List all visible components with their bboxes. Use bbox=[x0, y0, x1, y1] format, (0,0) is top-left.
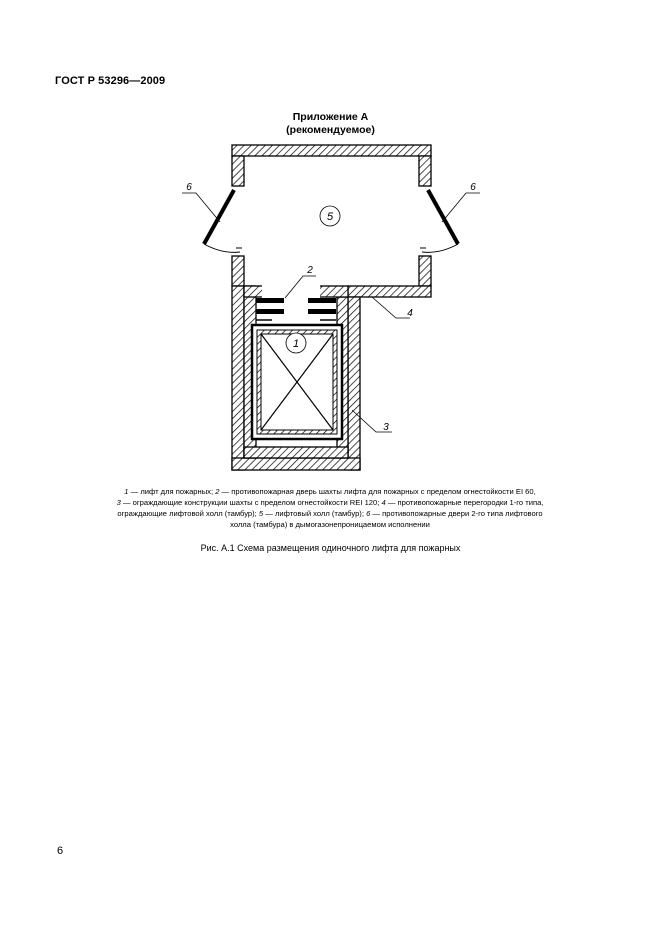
shaft-walls-label: 3 bbox=[383, 422, 389, 433]
legend-text: — противопожарная дверь шахты лифта для пожарных с пределом огнестойкости EI 60, bbox=[219, 487, 536, 496]
appendix-title: Приложение А bbox=[292, 111, 369, 123]
legend-line-3 bbox=[117, 509, 542, 518]
legend-num: 2 bbox=[215, 487, 220, 496]
shaft-door-label: 2 bbox=[307, 265, 313, 276]
legend-line-1 bbox=[124, 487, 535, 496]
legend-line-2 bbox=[117, 498, 544, 507]
appendix-subtitle: (рекомендуемое) bbox=[286, 124, 375, 136]
page-number: 6 bbox=[57, 845, 64, 857]
door-left-label: 6 bbox=[186, 182, 192, 193]
legend-num: 5 bbox=[258, 509, 264, 518]
figure-legend bbox=[80, 486, 580, 530]
legend-num: 1 bbox=[124, 487, 129, 496]
door-right-label: 6 bbox=[470, 182, 476, 193]
legend-num: 6 bbox=[366, 509, 371, 518]
partition-wall bbox=[348, 286, 431, 297]
legend-text: — лифтовый холл (тамбур); bbox=[263, 509, 367, 518]
legend-text: — противопожарные перегородки 1-го типа, bbox=[385, 498, 544, 507]
shaft-door bbox=[256, 298, 336, 320]
document-header: ГОСТ Р 53296—2009 bbox=[55, 75, 166, 87]
hall-label: 5 bbox=[326, 211, 334, 223]
legend-text: холла (тамбура) в дымогазонепроницаемом исполнении bbox=[230, 520, 430, 529]
hall-top-wall bbox=[232, 145, 431, 186]
legend-text: — противопожарные двери 2-го типа лифтового bbox=[370, 509, 543, 518]
hall-door-right bbox=[420, 190, 458, 252]
figure-caption: Рис. А.1 Схема размещения одиночного лифта для пожарных bbox=[200, 543, 461, 553]
hall-door-left bbox=[204, 190, 242, 252]
partition-label: 4 bbox=[407, 308, 413, 319]
legend-num: 3 bbox=[116, 498, 121, 507]
lift-label: 1 bbox=[292, 338, 300, 350]
hall-lower-walls bbox=[232, 256, 431, 286]
legend-num: 4 bbox=[381, 498, 386, 507]
legend-text: ограждающие лифтовой холл (тамбур); bbox=[117, 509, 259, 518]
legend-text: — ограждающие конструкции шахты с пределом огнестойкости REI 120; bbox=[120, 498, 382, 507]
legend-line-4 bbox=[230, 520, 430, 529]
legend-text: — лифт для пожарных; bbox=[128, 487, 216, 496]
